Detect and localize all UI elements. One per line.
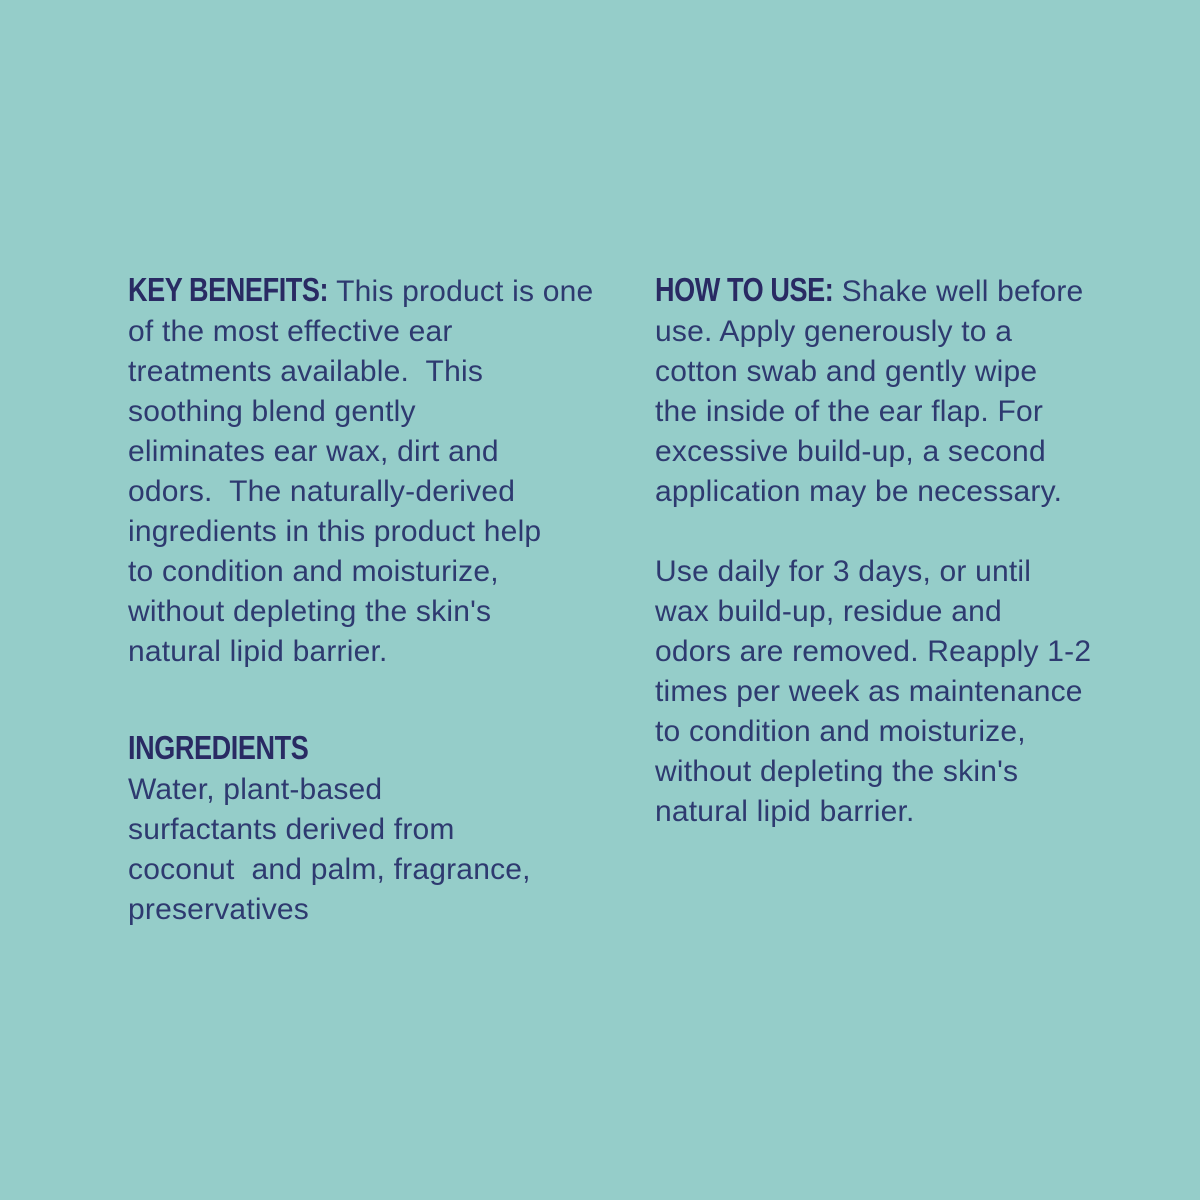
text-line: soothing blend gently [128,395,416,428]
text-line: Water, plant-based [128,773,383,806]
text-line: ingredients in this product help [128,515,542,548]
text-line: to condition and moisturize, [128,555,499,588]
key-benefits-heading: KEY BENEFITS: [128,271,329,308]
text-line: treatments available. This [128,355,484,388]
text-line: natural lipid barrier. [128,635,388,668]
text-line: use. Apply generously to a [655,315,1013,348]
text-line: times per week as maintenance [655,675,1083,708]
text-line: of the most effective ear [128,315,453,348]
text-line: without depleting the skin's [655,755,1019,788]
right-column [655,270,1091,832]
text-line: without depleting the skin's [128,595,492,628]
text-line: odors. The naturally-derived [128,475,516,508]
text-line: application may be necessary. [655,475,1063,508]
text-line: excessive build-up, a second [655,435,1046,468]
key-benefits-section [128,270,593,672]
text-line: eliminates ear wax, dirt and [128,435,499,468]
ingredients-section [128,728,593,930]
how-to-use-text: Shake well before [841,275,1084,308]
how-to-use-section [655,270,1091,832]
text-line: to condition and moisturize, [655,715,1026,748]
key-benefits-text: This product is one [336,275,594,308]
left-column [128,270,593,930]
text-line: the inside of the ear flap. For [655,395,1044,428]
paragraph-spacer [655,512,1091,552]
text-line: wax build-up, residue and [655,595,1002,628]
text-line: preservatives [128,893,310,926]
key-benefits-first-line [128,270,593,312]
how-to-use-heading: HOW TO USE: [655,271,834,308]
text-line: surfactants derived from [128,813,455,846]
text-line: odors are removed. Reapply 1-2 [655,635,1092,668]
text-line: cotton swab and gently wipe [655,355,1038,388]
text-line: Use daily for 3 days, or until [655,555,1032,588]
text-line: natural lipid barrier. [655,795,915,828]
ingredients-heading: INGREDIENTS [128,729,309,766]
ingredients-heading-line [128,728,593,770]
how-to-use-first-line [655,270,1091,312]
text-line: coconut and palm, fragrance, [128,853,531,886]
